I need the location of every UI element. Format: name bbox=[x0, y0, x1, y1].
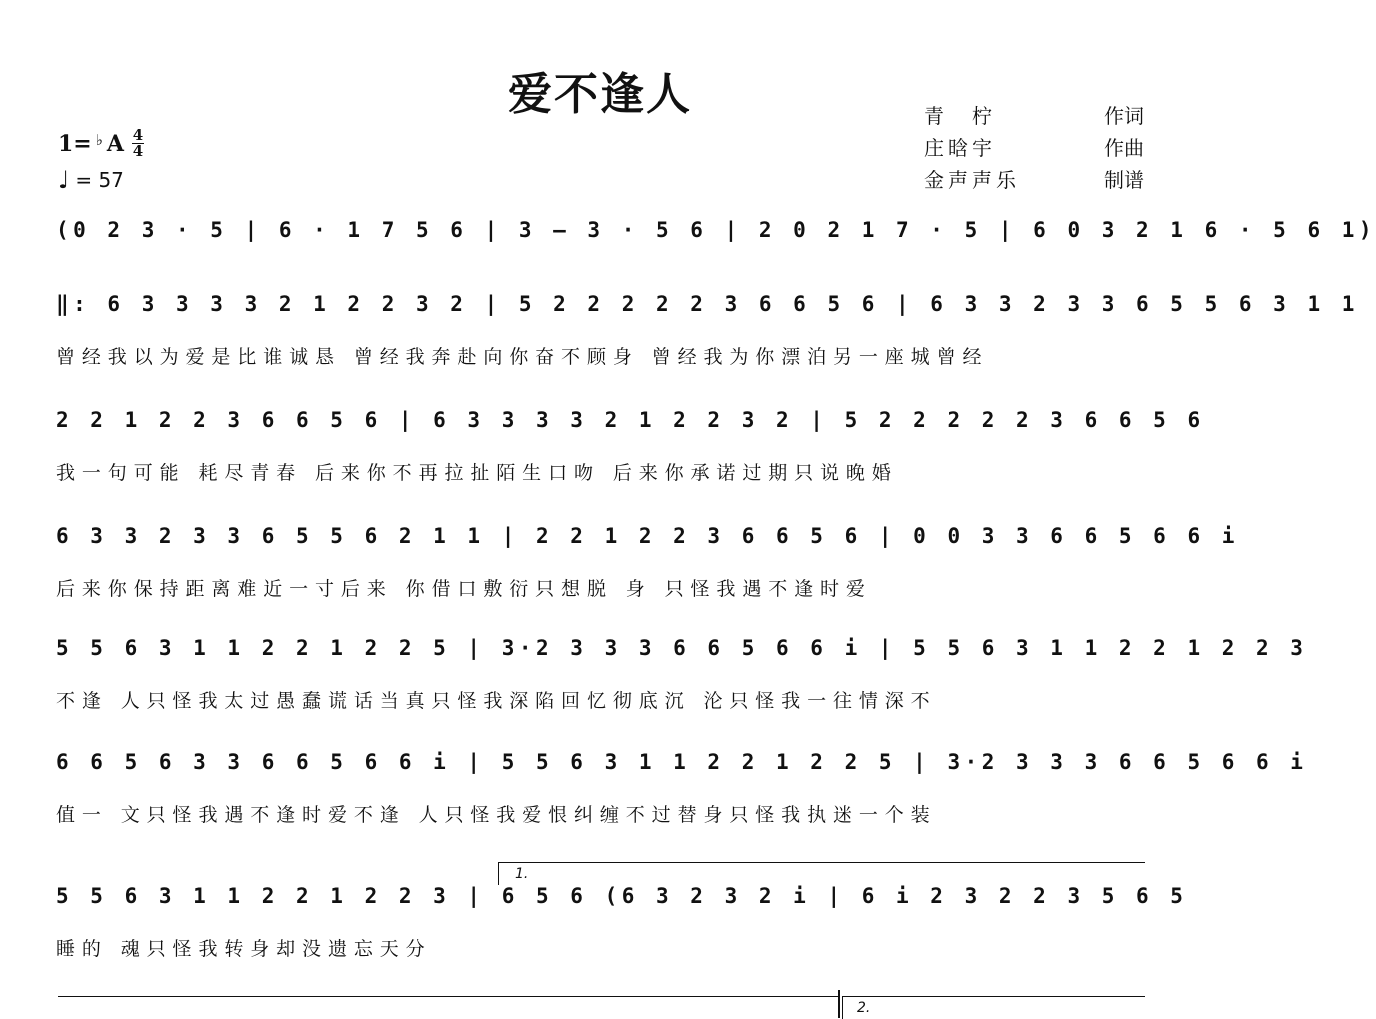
notation-line: (0 2 3 · 5 | 6 · 1 7 5 6 | 3 – 3 · 5 6 | 2 0 2 1 7 · 5 | 6 0 3 2 1 6 · 5 6 1) bbox=[56, 218, 1376, 242]
notation-line: 6 6 5 6 3 3 6 6 5 6 6 i | 5 5 6 3 1 1 2 2 1 2 2 5 | 3·2 3 3 3 6 6 5 6 6 i bbox=[56, 750, 1308, 774]
score-line-2 bbox=[56, 284, 1359, 372]
key-signature: 1= ♭ A 4 4 bbox=[58, 126, 144, 160]
lyrics-line: 我一句可能 耗尽青春 后来你不再拉扯陌生口吻 后来你承诺过期只说晚婚 bbox=[56, 462, 898, 484]
first-ending-bracket: 1. bbox=[498, 862, 1145, 885]
lyrics-line: 后来你保持距离难近一寸后来 你借口敷衍只想脱 身 只怪我遇不逢时爱 bbox=[56, 578, 872, 600]
credit-arranger: 金声声乐 制谱 bbox=[924, 168, 1144, 192]
lyrics-line: 睡的 魂只怪我转身却没遗忘天分 bbox=[56, 938, 432, 960]
quarter-note-icon: ♩ bbox=[58, 166, 70, 194]
notation-line: 2 2 1 2 2 3 6 6 5 6 | 6 3 3 3 3 2 1 2 2 3 2 | 5 2 2 2 2 2 3 6 6 5 6 bbox=[56, 408, 1205, 432]
lyrics-line: 值一 文只怪我遇不逢时爱不逢 人只怪我爱恨纠缠不过替身只怪我执迷一个装 bbox=[56, 804, 937, 826]
flat-icon: ♭ bbox=[95, 130, 103, 149]
notation-line: ‖: 6 3 3 3 3 2 1 2 2 3 2 | 5 2 2 2 2 2 3 6 6 5 6 | 6 3 3 2 3 3 6 5 5 6 3 1 1 bbox=[56, 292, 1359, 316]
credit-lyricist: 青柠 作词 bbox=[924, 104, 1144, 128]
score-line-6 bbox=[56, 742, 1308, 830]
score-line-4 bbox=[56, 516, 1239, 604]
second-ending-bracket: 2. bbox=[842, 996, 1145, 1019]
time-signature: 4 4 bbox=[132, 126, 144, 160]
next-system-divider bbox=[58, 996, 838, 997]
score-title: 爱不逢人 bbox=[508, 69, 692, 120]
notation-line: 6 3 3 2 3 3 6 5 5 6 2 1 1 | 2 2 1 2 2 3 6 6 5 6 | 0 0 3 3 6 6 5 6 6 i bbox=[56, 524, 1239, 548]
lyrics-line: 曾经我以为爱是比谁诚恳 曾经我奔赴向你奋不顾身 曾经我为你漂泊另一座城曾经 bbox=[56, 346, 989, 368]
score-line-5 bbox=[56, 628, 1308, 716]
notation-line: 5 5 6 3 1 1 2 2 1 2 2 5 | 3·2 3 3 3 6 6 5 6 6 i | 5 5 6 3 1 1 2 2 1 2 2 3 bbox=[56, 636, 1308, 660]
notation-line: 5 5 6 3 1 1 2 2 1 2 2 3 | 6 5 6 (6 3 2 3 2 i | 6 i 2 3 2 2 3 5 6 5 bbox=[56, 884, 1188, 908]
lyrics-line: 不逢 人只怪我太过愚蠢谎话当真只怪我深陷回忆彻底沉 沦只怪我一往情深不 bbox=[56, 690, 937, 712]
tempo-marking: ♩ = 57 bbox=[58, 166, 124, 194]
credit-composer: 庄晗宇 作曲 bbox=[924, 136, 1144, 160]
barline bbox=[838, 990, 840, 1018]
score-line-7 bbox=[56, 876, 1188, 964]
credits bbox=[924, 100, 1144, 196]
score-line-3 bbox=[56, 400, 1205, 488]
